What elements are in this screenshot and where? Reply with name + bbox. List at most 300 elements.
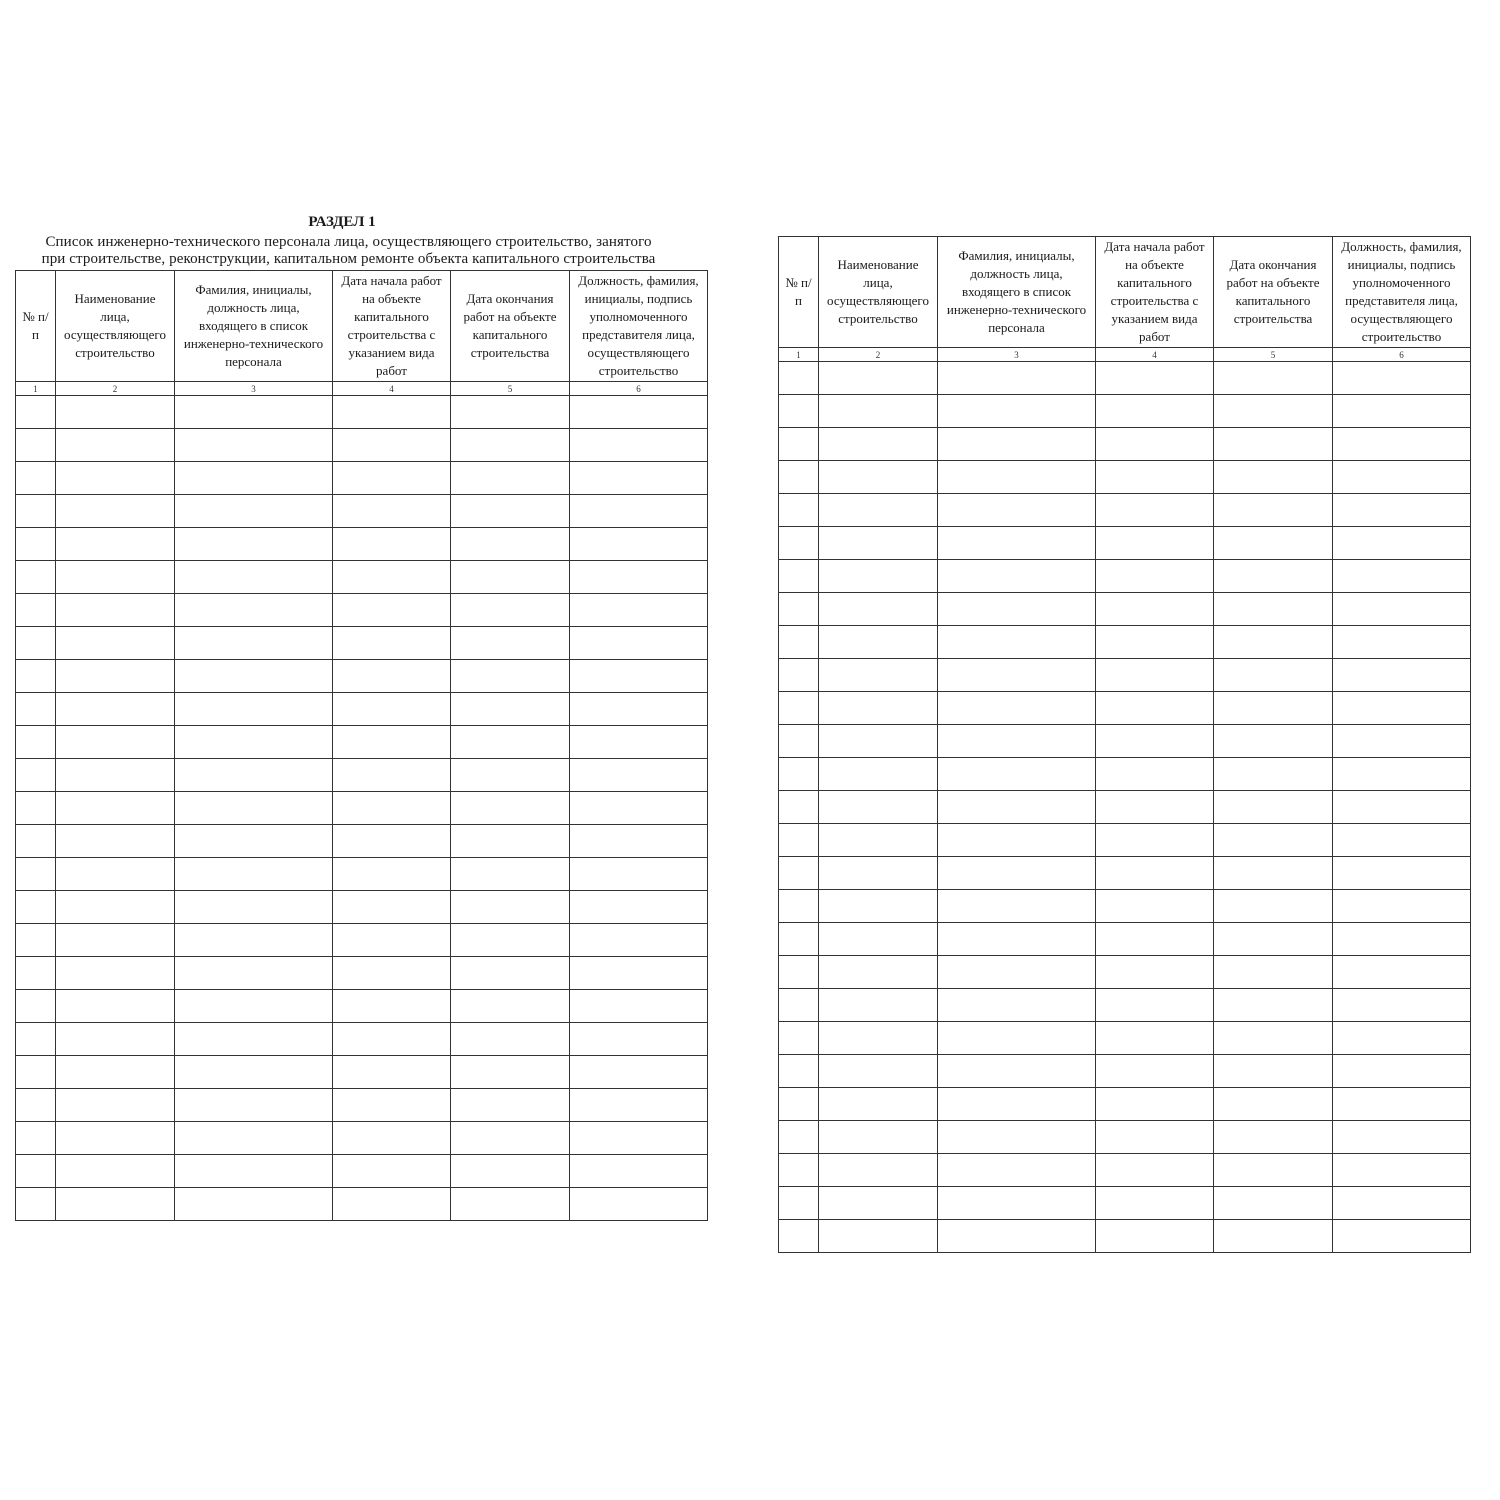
empty-cell[interactable] xyxy=(570,528,708,561)
empty-cell[interactable] xyxy=(938,1187,1096,1220)
empty-cell[interactable] xyxy=(1096,758,1214,791)
empty-cell[interactable] xyxy=(175,891,333,924)
empty-cell[interactable] xyxy=(1333,1187,1471,1220)
empty-cell[interactable] xyxy=(819,1154,938,1187)
empty-cell[interactable] xyxy=(451,990,570,1023)
empty-cell[interactable] xyxy=(333,1188,451,1221)
empty-cell[interactable] xyxy=(56,660,175,693)
empty-cell[interactable] xyxy=(938,857,1096,890)
empty-cell[interactable] xyxy=(570,594,708,627)
empty-cell[interactable] xyxy=(1214,1088,1333,1121)
empty-cell[interactable] xyxy=(56,1122,175,1155)
empty-cell[interactable] xyxy=(1214,659,1333,692)
empty-cell[interactable] xyxy=(1214,362,1333,395)
empty-cell[interactable] xyxy=(1096,461,1214,494)
empty-cell[interactable] xyxy=(175,528,333,561)
empty-cell[interactable] xyxy=(938,395,1096,428)
empty-cell[interactable] xyxy=(175,1188,333,1221)
empty-cell[interactable] xyxy=(779,461,819,494)
empty-cell[interactable] xyxy=(175,594,333,627)
empty-cell[interactable] xyxy=(779,494,819,527)
empty-cell[interactable] xyxy=(16,660,56,693)
empty-cell[interactable] xyxy=(175,924,333,957)
empty-cell[interactable] xyxy=(938,758,1096,791)
empty-cell[interactable] xyxy=(570,1155,708,1188)
empty-cell[interactable] xyxy=(451,1023,570,1056)
empty-cell[interactable] xyxy=(56,495,175,528)
empty-cell[interactable] xyxy=(938,692,1096,725)
empty-cell[interactable] xyxy=(938,989,1096,1022)
empty-cell[interactable] xyxy=(1096,1022,1214,1055)
empty-cell[interactable] xyxy=(819,791,938,824)
empty-cell[interactable] xyxy=(451,693,570,726)
empty-cell[interactable] xyxy=(819,890,938,923)
empty-cell[interactable] xyxy=(779,659,819,692)
empty-cell[interactable] xyxy=(570,891,708,924)
empty-cell[interactable] xyxy=(938,791,1096,824)
empty-cell[interactable] xyxy=(333,726,451,759)
empty-cell[interactable] xyxy=(1096,923,1214,956)
empty-cell[interactable] xyxy=(779,1220,819,1253)
empty-cell[interactable] xyxy=(938,593,1096,626)
empty-cell[interactable] xyxy=(1096,428,1214,461)
empty-cell[interactable] xyxy=(779,1022,819,1055)
empty-cell[interactable] xyxy=(570,1023,708,1056)
empty-cell[interactable] xyxy=(1096,494,1214,527)
empty-cell[interactable] xyxy=(570,429,708,462)
empty-cell[interactable] xyxy=(1333,395,1471,428)
empty-cell[interactable] xyxy=(938,1154,1096,1187)
empty-cell[interactable] xyxy=(570,561,708,594)
empty-cell[interactable] xyxy=(779,527,819,560)
empty-cell[interactable] xyxy=(451,627,570,660)
empty-cell[interactable] xyxy=(570,726,708,759)
empty-cell[interactable] xyxy=(819,527,938,560)
empty-cell[interactable] xyxy=(16,792,56,825)
empty-cell[interactable] xyxy=(779,1088,819,1121)
empty-cell[interactable] xyxy=(56,990,175,1023)
empty-cell[interactable] xyxy=(56,594,175,627)
empty-cell[interactable] xyxy=(451,957,570,990)
empty-cell[interactable] xyxy=(16,693,56,726)
empty-cell[interactable] xyxy=(451,495,570,528)
empty-cell[interactable] xyxy=(819,395,938,428)
empty-cell[interactable] xyxy=(819,758,938,791)
empty-cell[interactable] xyxy=(56,957,175,990)
empty-cell[interactable] xyxy=(779,725,819,758)
empty-cell[interactable] xyxy=(779,989,819,1022)
empty-cell[interactable] xyxy=(333,495,451,528)
empty-cell[interactable] xyxy=(938,1022,1096,1055)
empty-cell[interactable] xyxy=(333,528,451,561)
empty-cell[interactable] xyxy=(175,990,333,1023)
empty-cell[interactable] xyxy=(779,692,819,725)
empty-cell[interactable] xyxy=(1333,1022,1471,1055)
empty-cell[interactable] xyxy=(451,1122,570,1155)
empty-cell[interactable] xyxy=(1333,560,1471,593)
empty-cell[interactable] xyxy=(16,825,56,858)
empty-cell[interactable] xyxy=(1214,428,1333,461)
empty-cell[interactable] xyxy=(819,857,938,890)
empty-cell[interactable] xyxy=(175,495,333,528)
empty-cell[interactable] xyxy=(1096,593,1214,626)
empty-cell[interactable] xyxy=(451,726,570,759)
empty-cell[interactable] xyxy=(333,825,451,858)
empty-cell[interactable] xyxy=(175,1089,333,1122)
empty-cell[interactable] xyxy=(819,659,938,692)
empty-cell[interactable] xyxy=(1333,692,1471,725)
empty-cell[interactable] xyxy=(451,759,570,792)
empty-cell[interactable] xyxy=(779,1154,819,1187)
empty-cell[interactable] xyxy=(451,528,570,561)
empty-cell[interactable] xyxy=(1096,890,1214,923)
empty-cell[interactable] xyxy=(570,693,708,726)
empty-cell[interactable] xyxy=(1333,527,1471,560)
empty-cell[interactable] xyxy=(16,1089,56,1122)
empty-cell[interactable] xyxy=(1096,362,1214,395)
empty-cell[interactable] xyxy=(1214,758,1333,791)
empty-cell[interactable] xyxy=(1214,989,1333,1022)
empty-cell[interactable] xyxy=(1096,1121,1214,1154)
empty-cell[interactable] xyxy=(938,626,1096,659)
empty-cell[interactable] xyxy=(1096,560,1214,593)
empty-cell[interactable] xyxy=(1214,956,1333,989)
empty-cell[interactable] xyxy=(1096,791,1214,824)
empty-cell[interactable] xyxy=(16,990,56,1023)
empty-cell[interactable] xyxy=(1214,1022,1333,1055)
empty-cell[interactable] xyxy=(1333,758,1471,791)
empty-cell[interactable] xyxy=(1096,989,1214,1022)
empty-cell[interactable] xyxy=(16,396,56,429)
empty-cell[interactable] xyxy=(1214,1055,1333,1088)
empty-cell[interactable] xyxy=(1214,791,1333,824)
empty-cell[interactable] xyxy=(451,924,570,957)
empty-cell[interactable] xyxy=(333,1122,451,1155)
empty-cell[interactable] xyxy=(1096,527,1214,560)
empty-cell[interactable] xyxy=(451,825,570,858)
empty-cell[interactable] xyxy=(451,462,570,495)
empty-cell[interactable] xyxy=(1096,692,1214,725)
empty-cell[interactable] xyxy=(1214,1220,1333,1253)
empty-cell[interactable] xyxy=(938,1088,1096,1121)
empty-cell[interactable] xyxy=(333,1056,451,1089)
empty-cell[interactable] xyxy=(333,627,451,660)
empty-cell[interactable] xyxy=(1096,1055,1214,1088)
empty-cell[interactable] xyxy=(56,396,175,429)
empty-cell[interactable] xyxy=(175,429,333,462)
empty-cell[interactable] xyxy=(175,660,333,693)
empty-cell[interactable] xyxy=(570,1089,708,1122)
empty-cell[interactable] xyxy=(175,825,333,858)
empty-cell[interactable] xyxy=(938,890,1096,923)
empty-cell[interactable] xyxy=(938,725,1096,758)
empty-cell[interactable] xyxy=(819,461,938,494)
empty-cell[interactable] xyxy=(1333,1154,1471,1187)
empty-cell[interactable] xyxy=(819,1055,938,1088)
empty-cell[interactable] xyxy=(175,693,333,726)
empty-cell[interactable] xyxy=(333,693,451,726)
empty-cell[interactable] xyxy=(938,494,1096,527)
empty-cell[interactable] xyxy=(779,362,819,395)
empty-cell[interactable] xyxy=(1214,923,1333,956)
empty-cell[interactable] xyxy=(819,1121,938,1154)
empty-cell[interactable] xyxy=(56,858,175,891)
empty-cell[interactable] xyxy=(56,1023,175,1056)
empty-cell[interactable] xyxy=(819,725,938,758)
empty-cell[interactable] xyxy=(938,956,1096,989)
empty-cell[interactable] xyxy=(1333,428,1471,461)
empty-cell[interactable] xyxy=(451,1089,570,1122)
empty-cell[interactable] xyxy=(1214,824,1333,857)
empty-cell[interactable] xyxy=(1096,725,1214,758)
empty-cell[interactable] xyxy=(333,1155,451,1188)
empty-cell[interactable] xyxy=(1333,1055,1471,1088)
empty-cell[interactable] xyxy=(1214,725,1333,758)
empty-cell[interactable] xyxy=(56,561,175,594)
empty-cell[interactable] xyxy=(1096,659,1214,692)
empty-cell[interactable] xyxy=(56,891,175,924)
empty-cell[interactable] xyxy=(451,858,570,891)
empty-cell[interactable] xyxy=(1214,1121,1333,1154)
empty-cell[interactable] xyxy=(779,560,819,593)
empty-cell[interactable] xyxy=(819,1088,938,1121)
empty-cell[interactable] xyxy=(1333,923,1471,956)
empty-cell[interactable] xyxy=(779,824,819,857)
empty-cell[interactable] xyxy=(779,626,819,659)
empty-cell[interactable] xyxy=(175,396,333,429)
empty-cell[interactable] xyxy=(570,396,708,429)
empty-cell[interactable] xyxy=(1214,560,1333,593)
empty-cell[interactable] xyxy=(16,528,56,561)
empty-cell[interactable] xyxy=(333,660,451,693)
empty-cell[interactable] xyxy=(16,858,56,891)
empty-cell[interactable] xyxy=(819,923,938,956)
empty-cell[interactable] xyxy=(938,923,1096,956)
empty-cell[interactable] xyxy=(819,494,938,527)
empty-cell[interactable] xyxy=(333,561,451,594)
empty-cell[interactable] xyxy=(779,890,819,923)
empty-cell[interactable] xyxy=(16,726,56,759)
empty-cell[interactable] xyxy=(1333,791,1471,824)
empty-cell[interactable] xyxy=(1096,1187,1214,1220)
empty-cell[interactable] xyxy=(1096,1088,1214,1121)
empty-cell[interactable] xyxy=(819,626,938,659)
empty-cell[interactable] xyxy=(1096,956,1214,989)
empty-cell[interactable] xyxy=(175,1023,333,1056)
empty-cell[interactable] xyxy=(570,1056,708,1089)
empty-cell[interactable] xyxy=(333,462,451,495)
empty-cell[interactable] xyxy=(56,759,175,792)
empty-cell[interactable] xyxy=(819,824,938,857)
empty-cell[interactable] xyxy=(16,495,56,528)
empty-cell[interactable] xyxy=(1333,890,1471,923)
empty-cell[interactable] xyxy=(16,891,56,924)
empty-cell[interactable] xyxy=(16,594,56,627)
empty-cell[interactable] xyxy=(1214,1187,1333,1220)
empty-cell[interactable] xyxy=(938,428,1096,461)
empty-cell[interactable] xyxy=(16,561,56,594)
empty-cell[interactable] xyxy=(570,1188,708,1221)
empty-cell[interactable] xyxy=(175,726,333,759)
empty-cell[interactable] xyxy=(1333,824,1471,857)
empty-cell[interactable] xyxy=(333,594,451,627)
empty-cell[interactable] xyxy=(819,593,938,626)
empty-cell[interactable] xyxy=(1333,857,1471,890)
empty-cell[interactable] xyxy=(570,462,708,495)
empty-cell[interactable] xyxy=(1214,395,1333,428)
empty-cell[interactable] xyxy=(175,561,333,594)
empty-cell[interactable] xyxy=(819,1022,938,1055)
empty-cell[interactable] xyxy=(819,956,938,989)
empty-cell[interactable] xyxy=(819,362,938,395)
empty-cell[interactable] xyxy=(175,1056,333,1089)
empty-cell[interactable] xyxy=(1333,659,1471,692)
empty-cell[interactable] xyxy=(1333,956,1471,989)
empty-cell[interactable] xyxy=(451,891,570,924)
empty-cell[interactable] xyxy=(570,924,708,957)
empty-cell[interactable] xyxy=(1333,1220,1471,1253)
empty-cell[interactable] xyxy=(938,527,1096,560)
empty-cell[interactable] xyxy=(1214,692,1333,725)
empty-cell[interactable] xyxy=(1096,1220,1214,1253)
empty-cell[interactable] xyxy=(16,1188,56,1221)
empty-cell[interactable] xyxy=(779,923,819,956)
empty-cell[interactable] xyxy=(938,1055,1096,1088)
empty-cell[interactable] xyxy=(779,428,819,461)
empty-cell[interactable] xyxy=(16,759,56,792)
empty-cell[interactable] xyxy=(333,957,451,990)
empty-cell[interactable] xyxy=(16,957,56,990)
empty-cell[interactable] xyxy=(451,594,570,627)
empty-cell[interactable] xyxy=(16,462,56,495)
empty-cell[interactable] xyxy=(570,495,708,528)
empty-cell[interactable] xyxy=(1333,626,1471,659)
empty-cell[interactable] xyxy=(16,1122,56,1155)
empty-cell[interactable] xyxy=(175,759,333,792)
empty-cell[interactable] xyxy=(333,858,451,891)
empty-cell[interactable] xyxy=(938,1121,1096,1154)
empty-cell[interactable] xyxy=(1333,1088,1471,1121)
empty-cell[interactable] xyxy=(1214,1154,1333,1187)
empty-cell[interactable] xyxy=(1096,395,1214,428)
empty-cell[interactable] xyxy=(779,395,819,428)
empty-cell[interactable] xyxy=(938,461,1096,494)
empty-cell[interactable] xyxy=(451,429,570,462)
empty-cell[interactable] xyxy=(451,561,570,594)
empty-cell[interactable] xyxy=(16,1155,56,1188)
empty-cell[interactable] xyxy=(56,693,175,726)
empty-cell[interactable] xyxy=(779,758,819,791)
empty-cell[interactable] xyxy=(570,792,708,825)
empty-cell[interactable] xyxy=(819,989,938,1022)
empty-cell[interactable] xyxy=(1333,494,1471,527)
empty-cell[interactable] xyxy=(333,1089,451,1122)
empty-cell[interactable] xyxy=(333,759,451,792)
empty-cell[interactable] xyxy=(779,1121,819,1154)
empty-cell[interactable] xyxy=(570,858,708,891)
empty-cell[interactable] xyxy=(56,528,175,561)
empty-cell[interactable] xyxy=(56,429,175,462)
empty-cell[interactable] xyxy=(1214,461,1333,494)
empty-cell[interactable] xyxy=(16,924,56,957)
empty-cell[interactable] xyxy=(819,1187,938,1220)
empty-cell[interactable] xyxy=(451,396,570,429)
empty-cell[interactable] xyxy=(56,462,175,495)
empty-cell[interactable] xyxy=(819,428,938,461)
empty-cell[interactable] xyxy=(16,429,56,462)
empty-cell[interactable] xyxy=(570,1122,708,1155)
empty-cell[interactable] xyxy=(56,792,175,825)
empty-cell[interactable] xyxy=(333,1023,451,1056)
empty-cell[interactable] xyxy=(1333,461,1471,494)
empty-cell[interactable] xyxy=(333,792,451,825)
empty-cell[interactable] xyxy=(570,627,708,660)
empty-cell[interactable] xyxy=(451,660,570,693)
empty-cell[interactable] xyxy=(938,824,1096,857)
empty-cell[interactable] xyxy=(56,1056,175,1089)
empty-cell[interactable] xyxy=(779,857,819,890)
empty-cell[interactable] xyxy=(333,924,451,957)
empty-cell[interactable] xyxy=(56,1188,175,1221)
empty-cell[interactable] xyxy=(56,1089,175,1122)
empty-cell[interactable] xyxy=(1214,593,1333,626)
empty-cell[interactable] xyxy=(56,726,175,759)
empty-cell[interactable] xyxy=(1333,1121,1471,1154)
empty-cell[interactable] xyxy=(56,924,175,957)
empty-cell[interactable] xyxy=(451,1056,570,1089)
empty-cell[interactable] xyxy=(16,1023,56,1056)
empty-cell[interactable] xyxy=(56,825,175,858)
empty-cell[interactable] xyxy=(779,593,819,626)
empty-cell[interactable] xyxy=(570,957,708,990)
empty-cell[interactable] xyxy=(451,1155,570,1188)
empty-cell[interactable] xyxy=(1214,890,1333,923)
empty-cell[interactable] xyxy=(938,1220,1096,1253)
empty-cell[interactable] xyxy=(451,1188,570,1221)
empty-cell[interactable] xyxy=(175,1122,333,1155)
empty-cell[interactable] xyxy=(819,1220,938,1253)
empty-cell[interactable] xyxy=(1096,857,1214,890)
empty-cell[interactable] xyxy=(1333,989,1471,1022)
empty-cell[interactable] xyxy=(1096,1154,1214,1187)
empty-cell[interactable] xyxy=(570,990,708,1023)
empty-cell[interactable] xyxy=(1333,593,1471,626)
empty-cell[interactable] xyxy=(16,627,56,660)
empty-cell[interactable] xyxy=(451,792,570,825)
empty-cell[interactable] xyxy=(175,858,333,891)
empty-cell[interactable] xyxy=(175,1155,333,1188)
empty-cell[interactable] xyxy=(1214,857,1333,890)
empty-cell[interactable] xyxy=(333,990,451,1023)
empty-cell[interactable] xyxy=(1214,626,1333,659)
empty-cell[interactable] xyxy=(779,791,819,824)
empty-cell[interactable] xyxy=(56,627,175,660)
empty-cell[interactable] xyxy=(1333,725,1471,758)
empty-cell[interactable] xyxy=(1096,626,1214,659)
empty-cell[interactable] xyxy=(56,1155,175,1188)
empty-cell[interactable] xyxy=(333,429,451,462)
empty-cell[interactable] xyxy=(938,659,1096,692)
empty-cell[interactable] xyxy=(819,692,938,725)
empty-cell[interactable] xyxy=(570,759,708,792)
empty-cell[interactable] xyxy=(175,792,333,825)
empty-cell[interactable] xyxy=(819,560,938,593)
empty-cell[interactable] xyxy=(175,462,333,495)
empty-cell[interactable] xyxy=(1214,494,1333,527)
empty-cell[interactable] xyxy=(175,957,333,990)
empty-cell[interactable] xyxy=(175,627,333,660)
empty-cell[interactable] xyxy=(1333,362,1471,395)
